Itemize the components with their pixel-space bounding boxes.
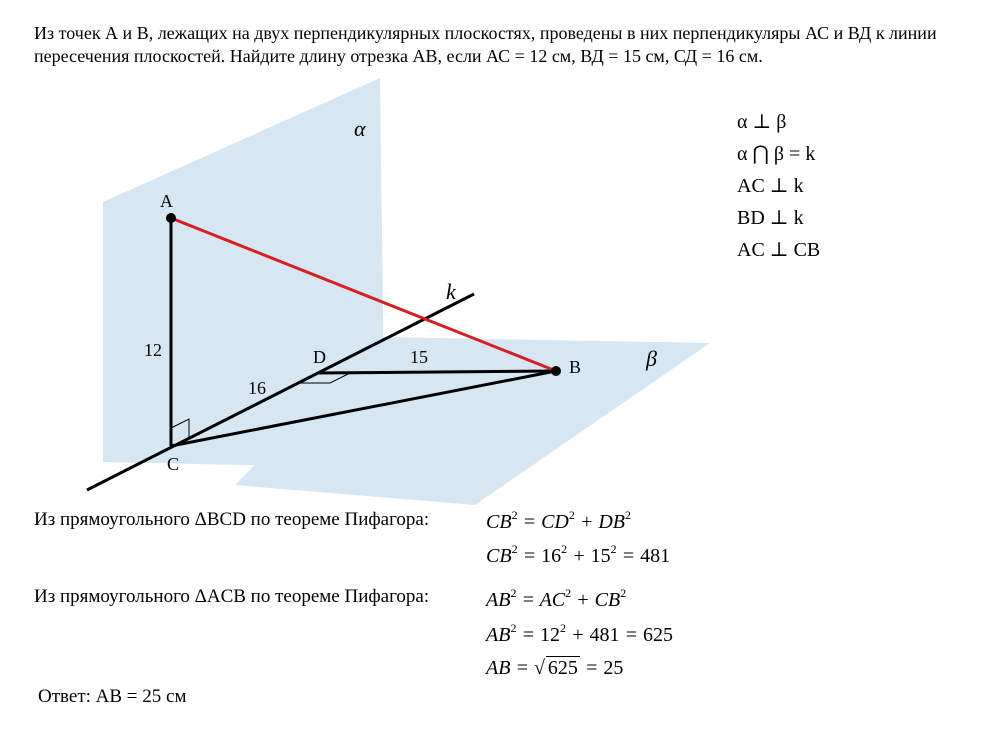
final-answer: Ответ: АВ = 25 см: [38, 686, 187, 707]
step1-equation-1: $CB^2 = CD^2 + DB^2$: [486, 508, 632, 533]
step1-text: Из прямоугольного ΔBCD по теореме Пифагора:: [34, 509, 430, 530]
given-item: AC ⊥ CB: [737, 239, 821, 261]
segment-db: [318, 371, 556, 373]
label-point-b: B: [569, 357, 582, 377]
label-point-c: C: [167, 454, 180, 474]
label-point-d: D: [313, 347, 326, 367]
step2-equation-2: $AB^2 = 12^2 + 481 = 625$: [486, 621, 673, 646]
given-item: α ⊥ β: [737, 111, 787, 133]
given-conditions: [737, 106, 820, 266]
step2-equation-3: AB = √ 625 = 25: [486, 657, 624, 679]
step2-text: Из прямоугольного ΔACB по теореме Пифагора:: [34, 586, 430, 607]
label-length-cd: 16: [248, 378, 266, 398]
problem-statement: Из точек А и В, лежащих на двух перпендикулярных плоскостях, проведены в них перпендикуляры АС и ВД к линии пересечения плоскостей. Найдите длину отрезка АВ, если АС = 12 см, ВД = 15 см, СД = 16 см.: [34, 23, 937, 66]
point-b-dot: [551, 366, 561, 376]
label-length-ac: 12: [144, 340, 162, 360]
given-item: BD ⊥ k: [737, 207, 804, 229]
given-item: AC ⊥ k: [737, 175, 804, 197]
point-a-dot: [166, 213, 176, 223]
step2-equation-1: $AB^2 = AC^2 + CB^2$: [486, 586, 627, 611]
label-beta: β: [646, 346, 657, 371]
given-item: α ⋂ β = k: [737, 143, 816, 165]
label-point-a: A: [160, 191, 173, 211]
step1-equation-2: $CB^2 = 16^2 + 15^2 = 481$: [486, 542, 671, 567]
label-alpha: α: [354, 116, 366, 141]
label-length-bd: 15: [410, 347, 428, 367]
label-k: k: [446, 279, 456, 304]
